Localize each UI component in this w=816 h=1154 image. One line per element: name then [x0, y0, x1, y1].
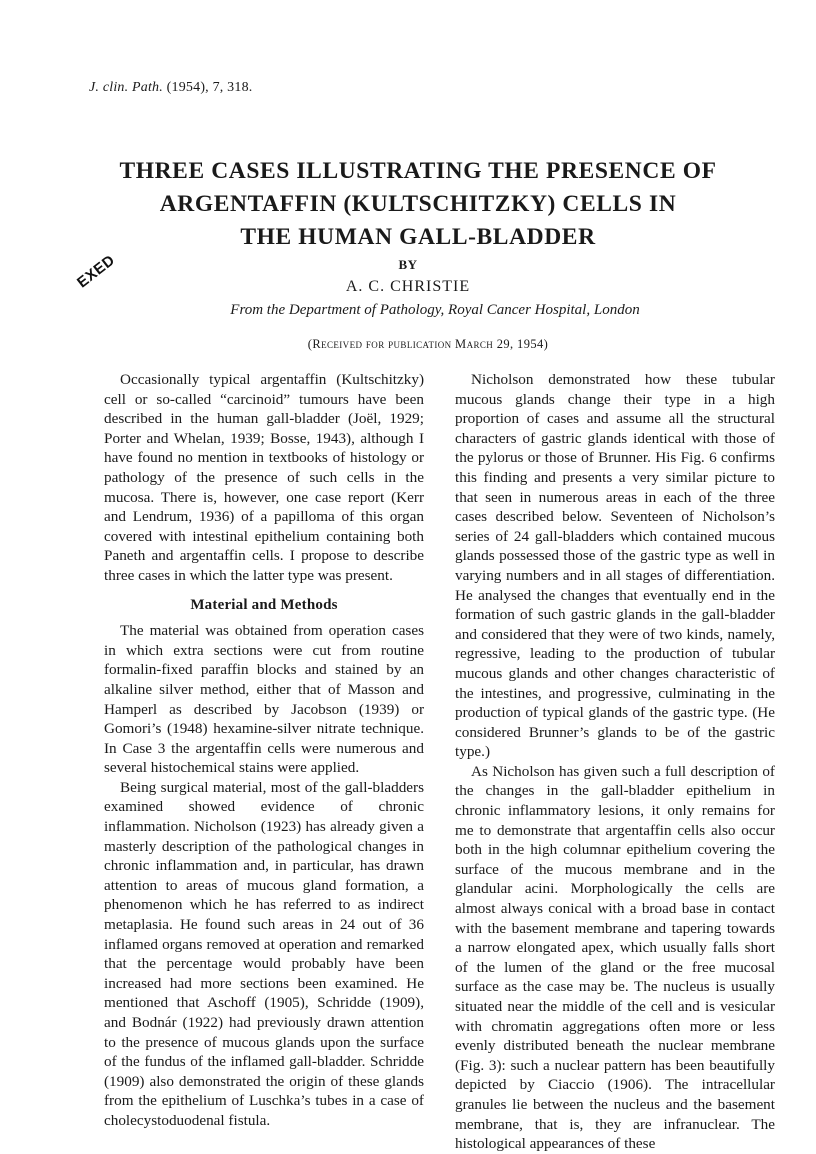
title-line-3: THE HUMAN GALL-BLADDER	[240, 224, 596, 250]
author-name: A. C. CHRISTIE	[345, 278, 471, 295]
left-column	[104, 370, 424, 1131]
title-line-1: THREE CASES ILLUSTRATING THE PRESENCE OF	[119, 158, 717, 184]
author-affiliation: From the Department of Pathology, Royal Cancer Hospital, London	[230, 302, 640, 318]
body-paragraph-2: As Nicholson has given such a full description of the changes in the gall-bladder epithelium in chronic inflammatory lesions, it only remains for me to demonstrate that argentaffin cells also occur both in the high columnar epithelium covering the surface of the mucous membrane and in the glandular acini. Morphologically the cells are almost always conical with a broad base in contact with the basement membrane and tapering towards a narrow elongated apex, which usually falls short of the lumen of the gland or the free mucosal surface as the case may be. The nucleus is usually situated near the middle of the cell and is vesicular with chromatin aggregations often more or less evenly distributed beneath the nuclear membrane (Fig. 3): such a nuclear pattern has been beautifully depicted by Ciaccio (1906). The intracellular granules lie between the nucleus and the basement membrane, that is, they are infranuclear. The histological appearances of these	[455, 762, 775, 1153]
methods-paragraph-1: The material was obtained from operation cases in which extra sections were cut from routine formalin-fixed paraffin blocks and stained by an alkaline silver method, either that of Masson and Hamperl as described by Jacobson (1939) or Gomori’s (1948) hexamine-silver nitrate technique. In Case 3 the argentaffin cells were numerous and several histochemical stains were applied.	[104, 622, 424, 777]
journal-name: J. clin. Path.	[89, 80, 163, 95]
methods-heading: Material and Methods	[190, 596, 338, 613]
volume-info: (1954), 7, 318.	[166, 80, 253, 95]
title-line-2: ARGENTAFFIN (KULTSCHITZKY) CELLS IN	[159, 191, 677, 217]
body-paragraph-1: Nicholson demonstrated how these tubular mucous glands change their type in a high proportion of cases and assume all the structural characters of gastric glands identical with those of the pylorus or those of Brunner. His Fig. 6 confirms this finding and presents a very similar picture to that seen in numerous areas in each of the three cases described below. Seventeen of Nicholson’s series of 24 gall-bladders which contained mucous glands possessed those of the gastric type as well in varying numbers and in all stages of differentiation. He analysed the changes that eventually end in the formation of such gastric glands in the gall-bladder and considered that they were of two kinds, namely, regressive, leading to the production of tubular mucous glands and other changes characteristic of the intestines, and progressive, culminating in the production of typical glands of the gastric type. (He considered Brunner’s glands to be of the gastric type.)	[455, 371, 775, 761]
received-date: (Received for publication March 29, 1954)	[307, 337, 549, 351]
methods-paragraph-2: Being surgical material, most of the gall-bladders examined showed evidence of chronic inflammation. Nicholson (1923) has already given a masterly description of the pathological changes in chronic inflammation and, in particular, has drawn attention to areas of mucous gland formation, a phenomenon which he has referred to as indirect metaplasia. He found such areas in 24 out of 36 inflamed organs removed at operation and remarked that the percentage would probably have been increased had more sections been examined. He mentioned that Aschoff (1905), Schridde (1909), and Bodnár (1922) had previously drawn attention to the presence of mucous glands upon the surface of the fundus of the inflamed gall-bladder. Schridde (1909) also demonstrated the origin of these glands from the epithelium of Luschka’s tubes in a case of cholecystoduodenal fistula.	[104, 778, 424, 1129]
by-label: BY	[398, 257, 418, 272]
intro-paragraph: Occasionally typical argentaffin (Kultschitzky) cell or so-called “carcinoid” tumours have been described in the human gall-bladder (Joël, 1929; Porter and Whelan, 1939; Bosse, 1943), although I have found no mention in textbooks of histology or pathology of the presence of such cells in the mucosa. There is, however, one case report (Kerr and Lendrum, 1936) of a papilloma of this organ covered with intestinal epithelium containing both Paneth and argentaffin cells. I propose to describe three cases in which the latter type was present.	[104, 371, 424, 584]
journal-citation	[89, 80, 252, 96]
article-title	[60, 155, 776, 254]
right-column	[455, 370, 775, 1154]
indexed-stamp: EXED	[74, 251, 119, 292]
